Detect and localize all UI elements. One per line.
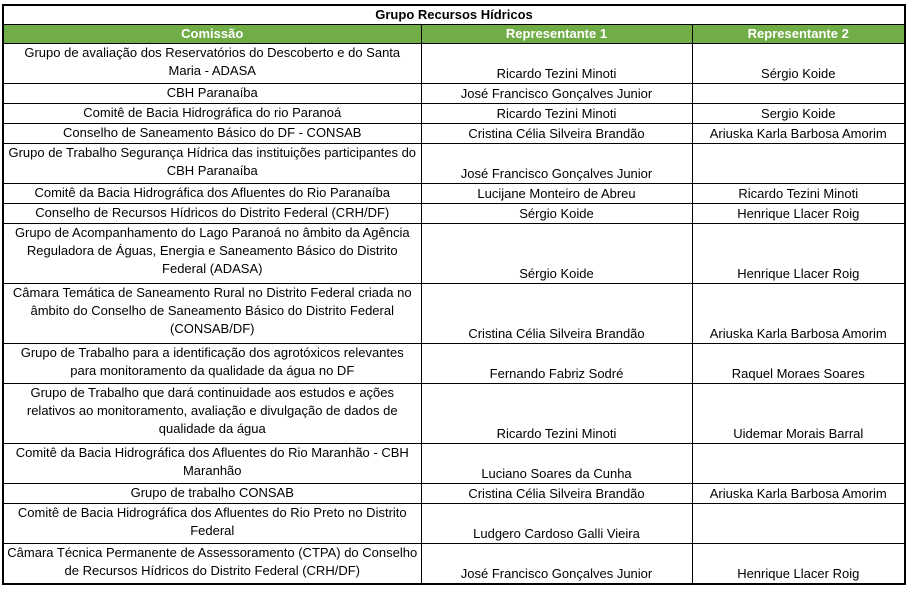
table-row (3, 484, 905, 504)
cell-comissao: Comitê de Bacia Hidrográfica dos Afluentes do Rio Preto no Distrito Federal (3, 504, 421, 544)
cell-comissao: Grupo de Trabalho para a identificação dos agrotóxicos relevantes para monitoramento da qualidade da água no DF (3, 344, 421, 384)
cell-representante-1: José Francisco Gonçalves Junior (421, 144, 692, 184)
header-representante-2: Representante 2 (692, 25, 905, 44)
cell-representante-2 (692, 144, 905, 184)
cell-comissao: Grupo de trabalho CONSAB (3, 484, 421, 504)
cell-representante-1: Luciano Soares da Cunha (421, 444, 692, 484)
table-row (3, 84, 905, 104)
cell-comissao: Grupo de Acompanhamento do Lago Paranoá no âmbito da Agência Reguladora de Águas, Energia e Saneamento Básico do Distrito Federal (ADASA) (3, 224, 421, 284)
table-row (3, 144, 905, 184)
cell-representante-2: Ricardo Tezini Minoti (692, 184, 905, 204)
cell-representante-1: Cristina Célia Silveira Brandão (421, 484, 692, 504)
cell-comissao: Comitê da Bacia Hidrográfica dos Afluentes do Rio Maranhão - CBH Maranhão (3, 444, 421, 484)
cell-representante-1: Cristina Célia Silveira Brandão (421, 124, 692, 144)
table-row (3, 224, 905, 284)
cell-representante-1: Ricardo Tezini Minoti (421, 44, 692, 84)
header-comissao: Comissão (3, 25, 421, 44)
cell-comissao: Câmara Técnica Permanente de Assessoramento (CTPA) do Conselho de Recursos Hídricos do Distrito Federal (CRH/DF) (3, 544, 421, 585)
cell-representante-2 (692, 504, 905, 544)
table-row (3, 544, 905, 585)
cell-representante-1: Sérgio Koide (421, 204, 692, 224)
table-row (3, 504, 905, 544)
table-row (3, 44, 905, 84)
table-row (3, 184, 905, 204)
cell-comissao: Comitê de Bacia Hidrográfica do rio Paranoá (3, 104, 421, 124)
cell-comissao: Grupo de avaliação dos Reservatórios do Descoberto e do Santa Maria - ADASA (3, 44, 421, 84)
table-row (3, 124, 905, 144)
header-representante-1: Representante 1 (421, 25, 692, 44)
cell-representante-2: Henrique Llacer Roig (692, 544, 905, 585)
cell-representante-1: José Francisco Gonçalves Junior (421, 84, 692, 104)
cell-representante-1: Ricardo Tezini Minoti (421, 104, 692, 124)
cell-comissao: Grupo de Trabalho Segurança Hídrica das instituições participantes do CBH Paranaíba (3, 144, 421, 184)
cell-representante-2: Sérgio Koide (692, 44, 905, 84)
cell-representante-2: Sergio Koide (692, 104, 905, 124)
cell-representante-2 (692, 84, 905, 104)
title-row (3, 5, 905, 25)
header-row (3, 25, 905, 44)
representatives-table (2, 4, 906, 585)
cell-representante-2 (692, 444, 905, 484)
table-row (3, 284, 905, 344)
cell-representante-2: Ariuska Karla Barbosa Amorim (692, 484, 905, 504)
cell-representante-2: Henrique Llacer Roig (692, 204, 905, 224)
table-row (3, 204, 905, 224)
cell-representante-2: Ariuska Karla Barbosa Amorim (692, 284, 905, 344)
cell-representante-1: Fernando Fabriz Sodré (421, 344, 692, 384)
cell-comissao: Grupo de Trabalho que dará continuidade aos estudos e ações relativos ao monitoramento, avaliação e divulgação de dados de qualidade da água (3, 384, 421, 444)
cell-representante-1: José Francisco Gonçalves Junior (421, 544, 692, 585)
cell-representante-1: Cristina Célia Silveira Brandão (421, 284, 692, 344)
table-row (3, 384, 905, 444)
spreadsheet (2, 4, 904, 585)
cell-comissao: Conselho de Saneamento Básico do DF - CONSAB (3, 124, 421, 144)
cell-representante-2: Ariuska Karla Barbosa Amorim (692, 124, 905, 144)
cell-comissao: Conselho de Recursos Hídricos do Distrito Federal (CRH/DF) (3, 204, 421, 224)
cell-representante-1: Lucijane Monteiro de Abreu (421, 184, 692, 204)
table-title: Grupo Recursos Hídricos (3, 5, 905, 25)
cell-representante-2: Raquel Moraes Soares (692, 344, 905, 384)
cell-representante-2: Henrique Llacer Roig (692, 224, 905, 284)
cell-representante-1: Ludgero Cardoso Galli Vieira (421, 504, 692, 544)
cell-comissao: Câmara Temática de Saneamento Rural no Distrito Federal criada no âmbito do Conselho de Saneamento Básico do Distrito Federal (CONSAB/DF) (3, 284, 421, 344)
cell-comissao: CBH Paranaíba (3, 84, 421, 104)
cell-representante-1: Sérgio Koide (421, 224, 692, 284)
cell-comissao: Comitê da Bacia Hidrográfica dos Afluentes do Rio Paranaíba (3, 184, 421, 204)
table-row (3, 444, 905, 484)
cell-representante-1: Ricardo Tezini Minoti (421, 384, 692, 444)
table-row (3, 344, 905, 384)
cell-representante-2: Uidemar Morais Barral (692, 384, 905, 444)
table-row (3, 104, 905, 124)
